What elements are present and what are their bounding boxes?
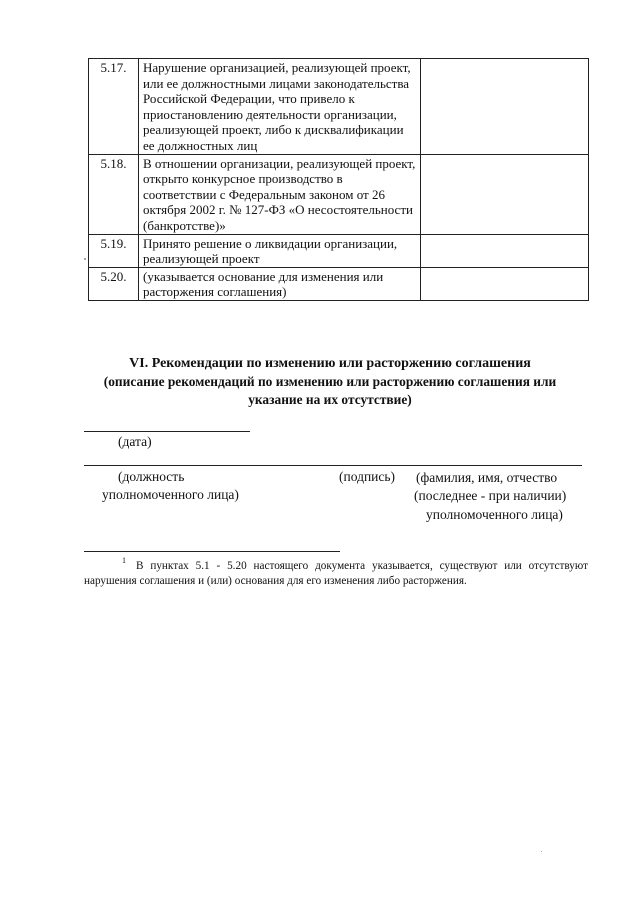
- row-number: 5.20.: [89, 267, 139, 300]
- footnote-separator: [84, 551, 340, 552]
- footnote-marker: 1: [122, 556, 126, 565]
- date-line: [84, 431, 250, 432]
- row-number: 5.18.: [89, 154, 139, 234]
- position-label-1: (должность: [118, 469, 185, 484]
- name-label-3: уполномоченного лица): [426, 507, 563, 522]
- position-label-2: уполномоченного лица): [102, 487, 239, 502]
- row-value: [421, 154, 589, 234]
- table-row: [89, 59, 589, 155]
- row-text: Нарушение организацией, реализующей проект, или ее должностными лицами законодательства Российской Федерации, что привело к приостановлению деятельности организации, реализующей проект, либо к дисквалификации ее должностных лиц: [139, 59, 421, 155]
- footnote: [84, 553, 588, 589]
- section-subtitle: (описание рекомендаций по изменению или расторжению соглашения или указание на их отсутствие): [103, 374, 557, 407]
- row-number: 5.17.: [89, 59, 139, 155]
- section-heading: [80, 355, 580, 409]
- date-label: (дата): [118, 434, 152, 449]
- table-row: [89, 267, 589, 300]
- sign-label: (подпись): [339, 469, 396, 484]
- row-value: [421, 59, 589, 155]
- criteria-table: [88, 58, 589, 301]
- name-label-2: (последнее - при наличии): [414, 488, 567, 503]
- footnote-text: В пунктах 5.1 - 5.20 настоящего документа указывается, существуют или отсутствуют нарушения соглашения и (или) основания для его изменения либо расторжения.: [84, 560, 588, 587]
- scan-speck: [541, 851, 542, 852]
- section-title: VI. Рекомендации по изменению или расторжению соглашения: [129, 356, 531, 371]
- row-text: (указывается основание для изменения или расторжения соглашения): [139, 267, 421, 300]
- scan-speck: [84, 258, 86, 260]
- row-value: [421, 267, 589, 300]
- row-text: Принято решение о ликвидации организации, реализующей проект: [139, 234, 421, 267]
- name-label-1: (фамилия, имя, отчество: [416, 470, 558, 485]
- table-row: [89, 154, 589, 234]
- row-number: 5.19.: [89, 234, 139, 267]
- table-row: [89, 234, 589, 267]
- row-text: В отношении организации, реализующей проект, открыто конкурсное производство в соответствии с Федеральным законом от 26 октября 2002 г. № 127-ФЗ «О несостоятельности (банкротстве)»: [139, 154, 421, 234]
- row-value: [421, 234, 589, 267]
- signature-line: [84, 465, 582, 466]
